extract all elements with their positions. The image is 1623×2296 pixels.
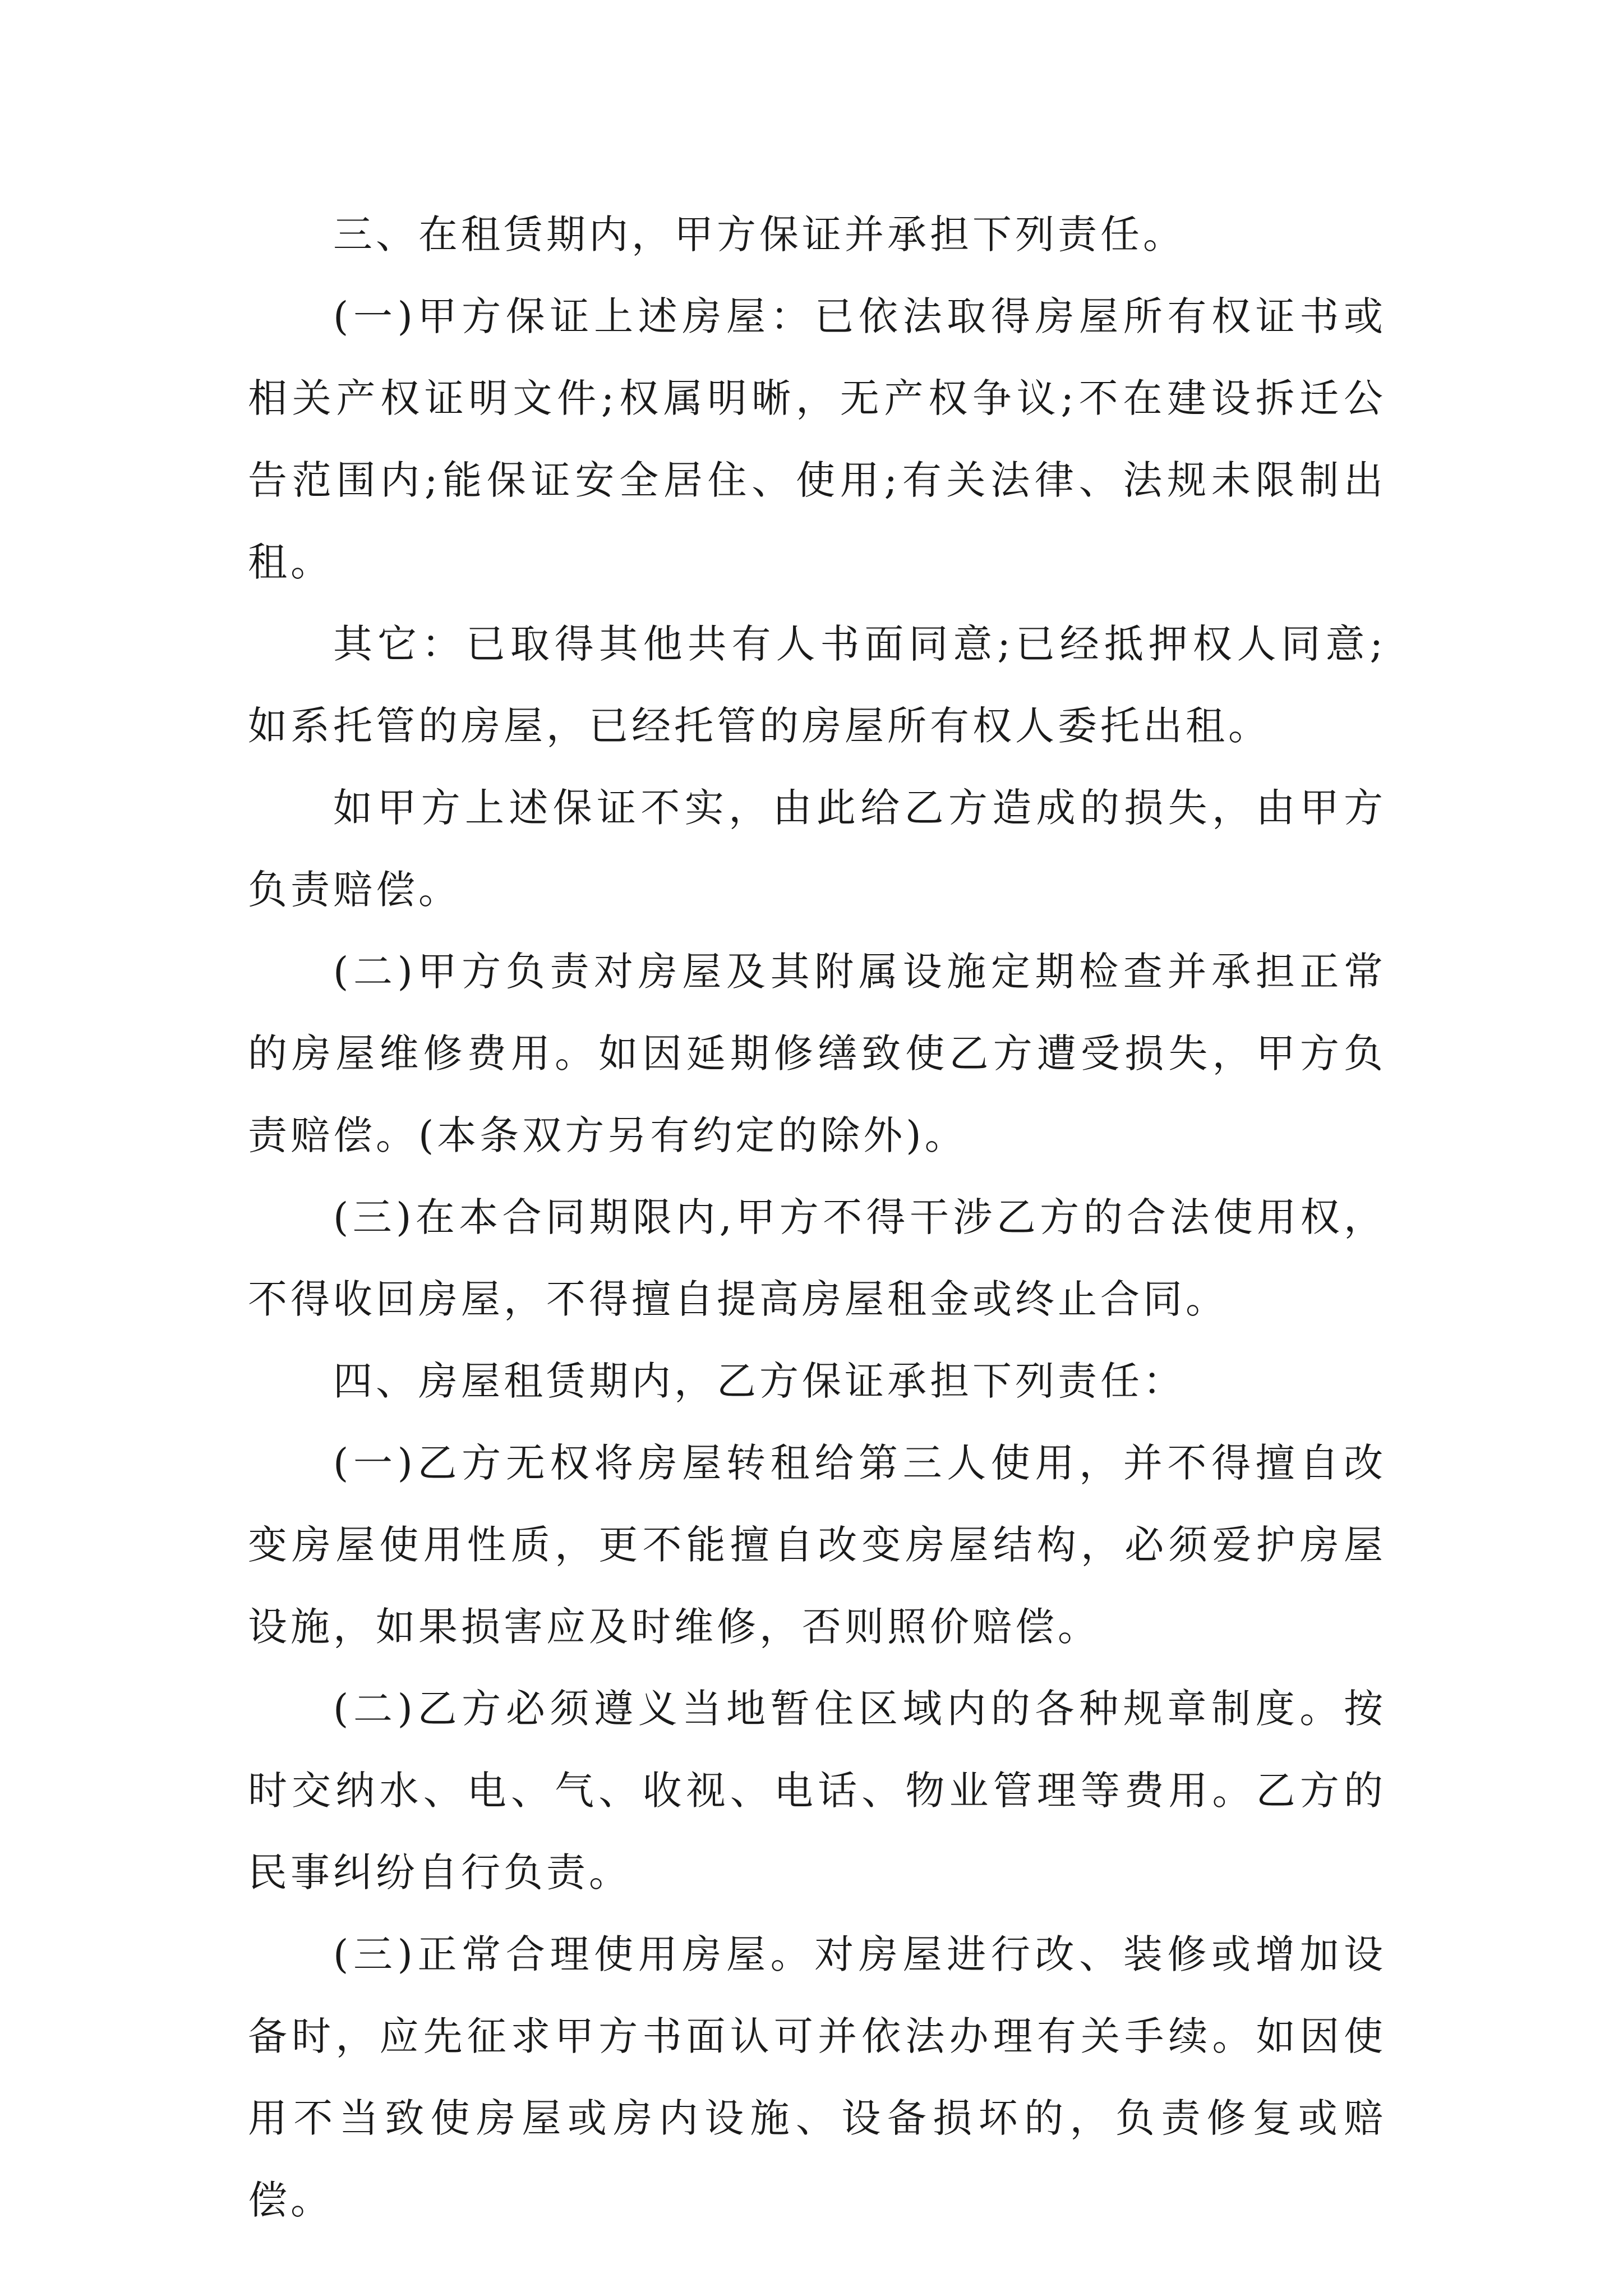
paragraph-tenant-no-sublet: (一)乙方无权将房屋转租给第三人使用，并不得擅自改变房屋使用性质，更不能擅自改变房屋结构，必须爱护房屋设施，如果损害应及时维修，否则照价赔偿。 — [248, 1440, 1386, 1650]
paragraph-landlord-guarantee: (一)甲方保证上述房屋：已依法取得房屋所有权证书或相关产权证明文件;权属明晰，无产权争议;不在建设拆迁公告范围内;能保证安全居住、使用;有关法律、法规未限制出租。 — [248, 293, 1386, 585]
paragraph-landlord-no-interference: (三)在本合同期限内,甲方不得干涉乙方的合法使用权，不得收回房屋，不得擅自提高房屋租金或终止合同。 — [248, 1194, 1386, 1322]
paragraph-section-4-heading: 四、房屋租赁期内，乙方保证承担下列责任： — [333, 1358, 1186, 1404]
paragraph-section-3-heading: 三、在租赁期内，甲方保证并承担下列责任。 — [333, 211, 1186, 257]
paragraph-tenant-regulations-fees: (二)乙方必须遵义当地暂住区域内的各种规章制度。按时交纳水、电、气、收视、电话、物业管理等费用。乙方的民事纠纷自行负责。 — [248, 1686, 1386, 1895]
paragraph-tenant-proper-use: (三)正常合理使用房屋。对房屋进行改、装修或增加设备时，应先征求甲方书面认可并依法办理有关手续。如因使用不当致使房屋或房内设施、设备损坏的，负责修复或赔偿。 — [248, 1931, 1386, 2223]
document-body — [248, 194, 1386, 2241]
paragraph-landlord-maintenance: (二)甲方负责对房屋及其附属设施定期检查并承担正常的房屋维修费用。如因延期修缮致使乙方遭受损失，甲方负责赔偿。(本条双方另有约定的除外)。 — [248, 949, 1386, 1158]
paragraph-false-guarantee-compensation: 如甲方上述保证不实，由此给乙方造成的损失，由甲方负责赔偿。 — [248, 785, 1386, 913]
paragraph-other-consents: 其它：已取得其他共有人书面同意;已经抵押权人同意;如系托管的房屋，已经托管的房屋所有权人委托出租。 — [248, 621, 1386, 749]
